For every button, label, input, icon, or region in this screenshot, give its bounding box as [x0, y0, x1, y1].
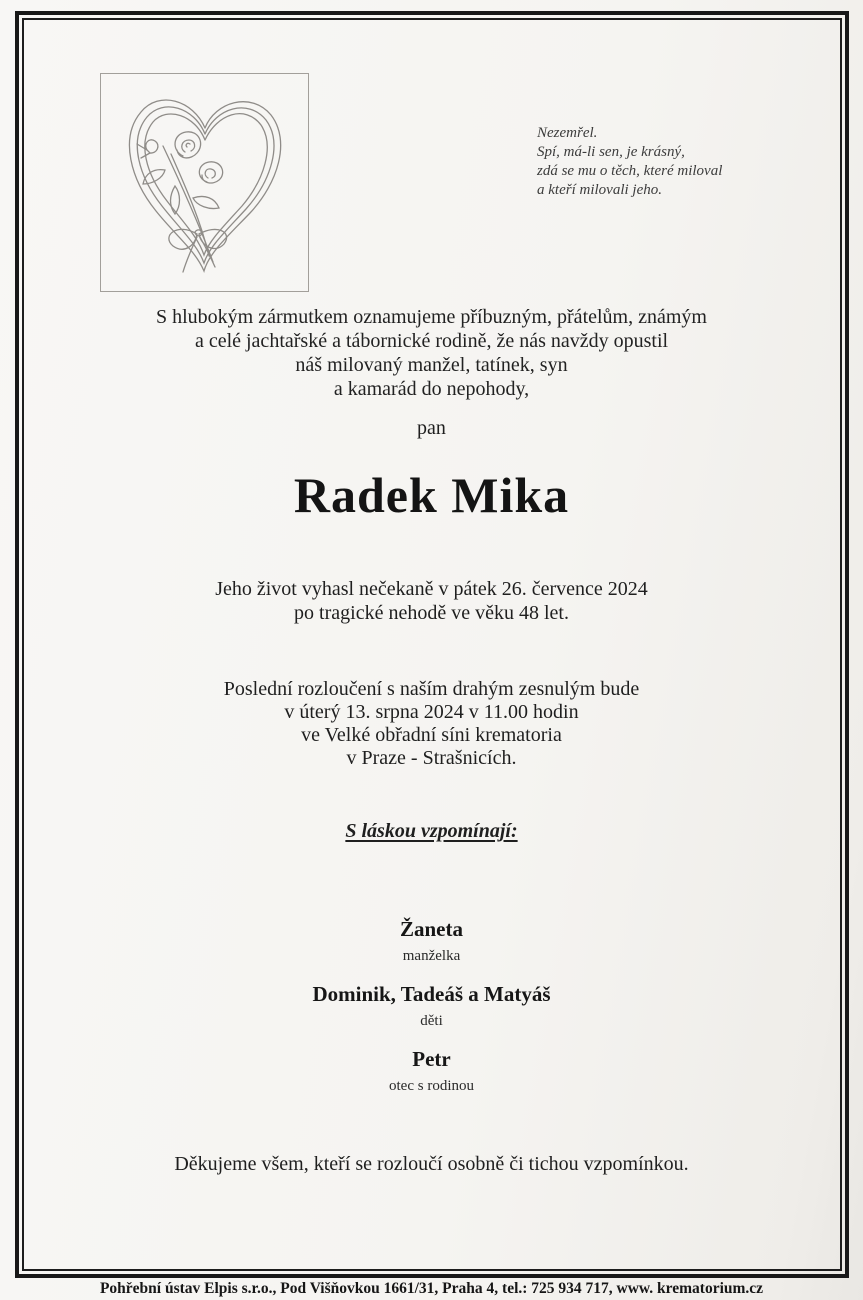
announcement-line: náš milovaný manžel, tatínek, syn	[295, 354, 568, 376]
salutation: pan	[417, 417, 446, 439]
announcement-line: a celé jachtařské a tábornické rodině, že nás navždy opustil	[194, 330, 669, 352]
mourner-relation: otec s rodinou	[389, 1078, 474, 1094]
mourner-relation: manželka	[402, 948, 461, 964]
funeral-info-line: v Praze - Strašnicích.	[346, 747, 517, 769]
funeral-info	[0, 678, 863, 770]
mourner-entry	[0, 917, 863, 965]
funeral-info-line: ve Velké obřadní síni krematoria	[301, 724, 562, 746]
deceased-name: Radek Mika	[293, 467, 570, 523]
announcement-text	[0, 305, 863, 401]
heart-roses-illustration	[100, 73, 309, 292]
poem-line: Nezemřel.	[537, 125, 598, 141]
announcement-line: a kamarád do nepohody,	[333, 378, 530, 400]
remembrance-heading	[0, 820, 863, 843]
mourner-relation: děti	[420, 1013, 443, 1029]
poem-line: zdá se mu o těch, které miloval	[537, 163, 723, 179]
thanks-text: Děkujeme všem, kteří se rozloučí osobně či tichou vzpomínkou.	[174, 1153, 689, 1175]
mourner-names: Žaneta	[400, 917, 463, 941]
mourner-entry	[0, 1047, 863, 1095]
remembrance-heading-text: S láskou vzpomínají:	[345, 820, 518, 842]
heart-roses-icon	[101, 74, 308, 291]
funeral-info-line: v úterý 13. srpna 2024 v 11.00 hodin	[284, 701, 579, 723]
memorial-poem	[537, 124, 722, 200]
announcement-line: S hlubokým zármutkem oznamujeme příbuzným, přátelům, známým	[156, 306, 707, 328]
death-info	[0, 577, 863, 625]
funeral-info-line: Poslední rozloučení s naším drahým zesnulým bude	[223, 678, 640, 700]
funeral-home-footer: Pohřební ústav Elpis s.r.o., Pod Višňovkou 1661/31, Praha 4, tel.: 725 934 717, www. krematorium.cz	[99, 1280, 764, 1297]
poem-line: Spí, má-li sen, je krásný,	[537, 144, 685, 160]
death-info-line: Jeho život vyhasl nečekaně v pátek 26. července 2024	[215, 578, 648, 600]
mourner-names: Petr	[412, 1047, 451, 1071]
poem-line: a kteří milovali jeho.	[537, 182, 662, 198]
death-info-line: po tragické nehodě ve věku 48 let.	[294, 602, 569, 624]
mourner-names: Dominik, Tadeáš a Matyáš	[312, 982, 551, 1006]
mourner-entry	[0, 982, 863, 1030]
